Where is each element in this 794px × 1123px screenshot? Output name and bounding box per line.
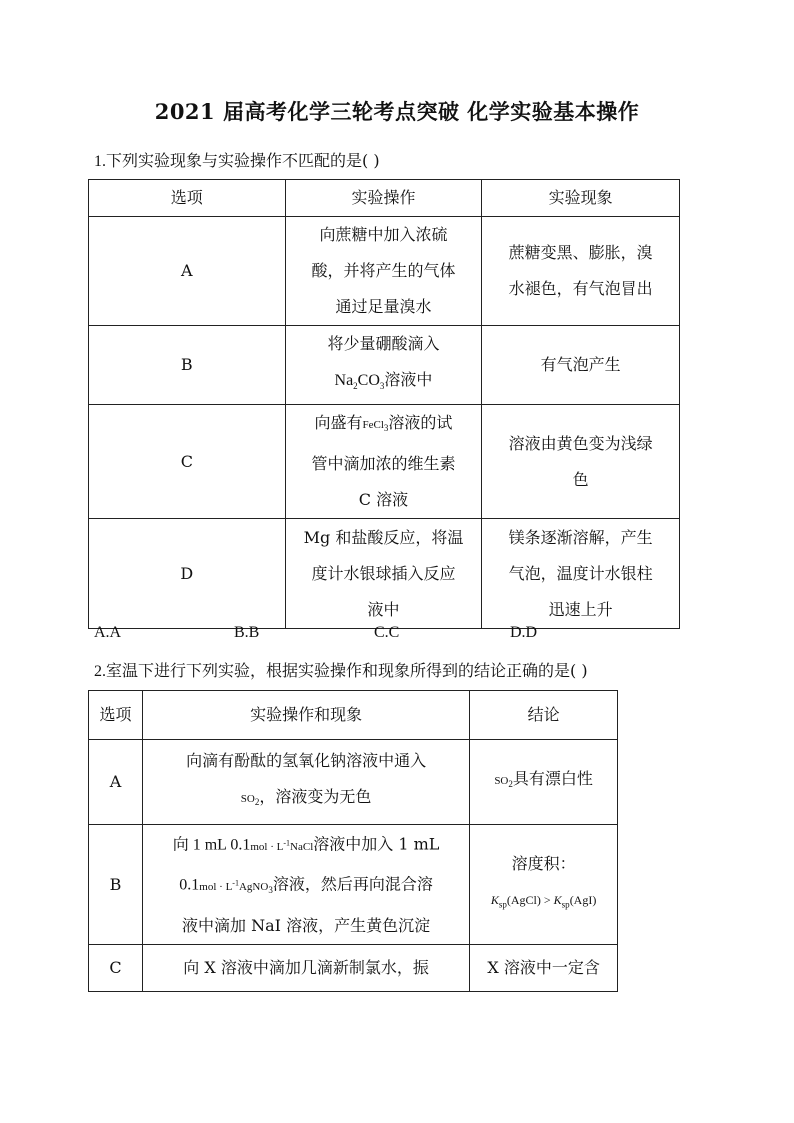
table-row <box>89 326 680 405</box>
table-header-row <box>89 691 618 740</box>
option-cell: A <box>89 740 143 825</box>
table-header-row <box>89 180 680 217</box>
chem-formula: $Na_2CO_3$ <box>334 372 385 392</box>
ksp-expression: $K_{sp}(AgCl) > K_{sp}(AgI)$ <box>490 893 597 910</box>
header-cell: 结论 <box>470 691 618 740</box>
result-cell: 有气泡产生 <box>482 326 680 405</box>
choice-d[interactable]: D.D <box>510 624 538 641</box>
operation-line: $SO_2$，溶液变为无色 <box>240 787 372 808</box>
header-cell: 选项 <box>89 180 286 217</box>
result-line: 镁条逐渐溶解，产生 <box>508 527 653 547</box>
option-cell: D <box>89 519 286 629</box>
result-line: 气泡，温度计水银柱 <box>508 563 653 583</box>
result-cell <box>482 405 680 519</box>
operation-line: 度计水银球插入反应 <box>311 563 456 583</box>
question-number: 1. <box>94 153 106 170</box>
operation-cell: 向 X 溶液中滴加几滴新制氯水，振 <box>142 945 469 992</box>
question-text: 下列实验现象与实验操作不匹配的是( ) <box>106 151 380 170</box>
result-line: 色 <box>572 469 589 489</box>
result-line: 溶液由黄色变为浅绿 <box>508 433 653 453</box>
question-number: 2. <box>94 663 106 680</box>
chem-formula: FeCl$_3$ <box>362 419 389 434</box>
choice-a[interactable]: A.A <box>94 624 122 641</box>
operation-line: 液中 <box>367 599 400 619</box>
header-cell: 实验现象 <box>482 180 680 217</box>
chem-formula: $SO_2$ <box>240 793 260 808</box>
operation-cell <box>285 519 482 629</box>
option-cell: C <box>89 945 143 992</box>
result-cell <box>482 217 680 326</box>
result-cell <box>482 519 680 629</box>
conclusion-cell: $SO_2$具有漂白性 <box>470 740 618 825</box>
question-1-table <box>88 179 680 629</box>
operation-line: Mg 和盐酸反应，将温 <box>303 527 464 547</box>
unit: mol · $L^{-1}AgNO_3$ <box>199 877 273 895</box>
question-text: 室温下进行下列实验，根据实验操作和现象所得到的结论正确的是( ) <box>106 661 588 680</box>
option-cell: C <box>89 405 286 519</box>
operation-line: C 溶液 <box>358 490 409 510</box>
operation-line: 通过足量溴水 <box>335 297 432 316</box>
operation-line: $Na_2CO_3$溶液中 <box>334 370 433 392</box>
table-row <box>89 519 680 629</box>
conclusion-line: 溶度积： <box>511 854 576 874</box>
choice-c[interactable]: C.C <box>374 624 400 641</box>
option-cell: B <box>89 825 143 945</box>
question-2-stem <box>94 658 588 681</box>
operation-cell <box>142 740 469 825</box>
chem-formula: $SO_2$ <box>494 775 513 790</box>
question-1-stem <box>94 148 380 171</box>
unit: mol · $L^{-1}NaCl$ <box>250 838 314 853</box>
table-row <box>89 825 618 945</box>
conclusion-cell: X 溶液中一定含 <box>470 945 618 992</box>
operation-cell <box>285 326 482 405</box>
table-row <box>89 405 680 519</box>
operation-line: 管中滴加浓的维生素 <box>311 454 456 474</box>
option-cell: A <box>89 217 286 326</box>
answer-choices <box>94 624 694 644</box>
operation-cell <box>285 217 482 326</box>
choice-b[interactable]: B.B <box>234 624 260 641</box>
operation-line: $0.1mol \cdot L^{-1}AgNO_3$溶液，然后再向混合溶 <box>179 874 433 895</box>
operation-line: 向蔗糖中加入浓硫 <box>319 225 448 244</box>
header-cell: 实验操作和现象 <box>142 691 469 740</box>
operation-cell <box>142 825 469 945</box>
operation-line: 向 1 mL $0.1mol \cdot L^{-1}NaCl$溶液中加入 1 mL <box>172 834 440 854</box>
result-line: 蔗糖变黑、膨胀，溴 <box>508 243 653 262</box>
operation-line: 液中滴加 NaI 溶液，产生黄色沉淀 <box>182 915 431 935</box>
option-cell: B <box>89 326 286 405</box>
result-line: 迅速上升 <box>548 599 613 619</box>
result-line: 水褪色，有气泡冒出 <box>508 279 653 298</box>
header-cell: 选项 <box>89 691 143 740</box>
table-row <box>89 217 680 326</box>
operation-cell <box>285 405 482 519</box>
table-row <box>89 945 618 992</box>
header-cell: 实验操作 <box>285 180 482 217</box>
page-title: 2021 届高考化学三轮考点突破 化学实验基本操作 <box>154 99 640 124</box>
table-row <box>89 740 618 825</box>
operation-line: 向盛有FeCl$_3$溶液的试 <box>314 413 453 434</box>
conclusion-cell <box>470 825 618 945</box>
operation-line: 酸，并将产生的气体 <box>311 261 456 280</box>
operation-line: 向滴有酚酞的氢氧化钠溶液中通入 <box>186 751 427 771</box>
operation-line: 将少量硼酸滴入 <box>327 334 440 353</box>
question-2-table <box>88 690 618 992</box>
